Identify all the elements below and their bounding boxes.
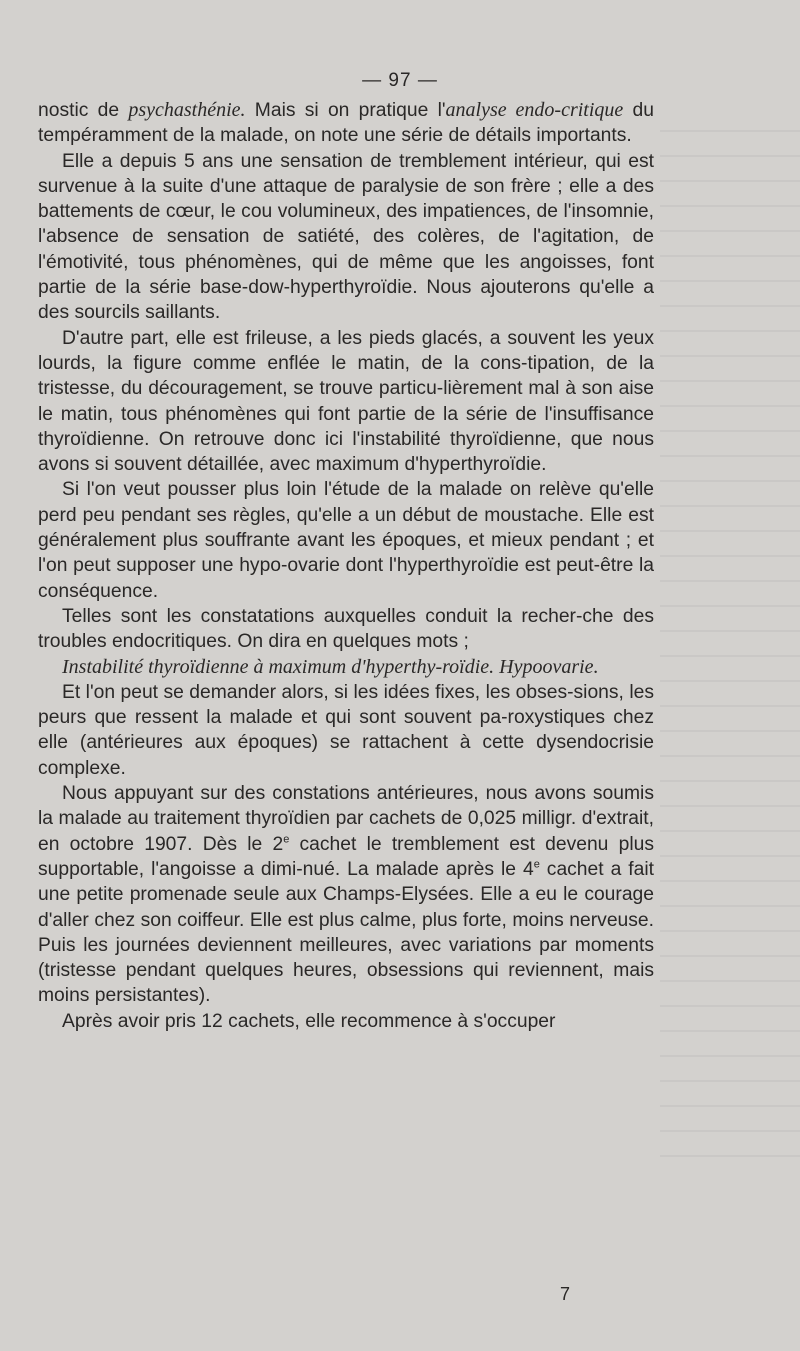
- paragraph-9: Après avoir pris 12 cachets, elle recommence à s'occuper: [62, 1010, 556, 1032]
- paragraph-1-part-a: nostic de: [38, 100, 129, 121]
- paragraph-8: [38, 781, 654, 1009]
- paragraph-2: Elle a depuis 5 ans une sensation de tremblement intérieur, qui est survenue à la suite d'une attaque de paralysie de son frère ; elle a des battements de cœur, le cou volumineux, des impatiences, de l'insomnie, l'absence de sensation de satiété, des colères, de l'agitation, de l'émotivité, tous phénomènes, qui de même que les angoisses, font partie de la série base-dow-hyperthyroïdie. Nous ajouterons qu'elle a des sourcils saillants.: [38, 150, 654, 324]
- page-number: — 97 —: [362, 70, 438, 91]
- paragraph-1-italic-analyse: analyse endo-critique: [445, 99, 624, 121]
- paragraph-8-superscript-1: e: [283, 833, 290, 846]
- body-text: [38, 98, 654, 1034]
- show-through-texture: [660, 130, 800, 1170]
- paragraph-8-superscript-2: e: [533, 858, 540, 871]
- paragraph-6-italic-diagnosis: Instabilité thyroïdienne à maximum d'hyperthy-roïdie. Hypoovarie.: [62, 655, 599, 678]
- paragraph-8-part-a: Nous appuyant sur des constations antérieures, nous avons soumis la malade au traitement thyroïdien par cachets de 0,025 milligr. d'extrait, en octobre 1907. Dès le 2: [38, 783, 654, 855]
- signature-mark: 7: [560, 1284, 571, 1304]
- paragraph-3: D'autre part, elle est frileuse, a les pieds glacés, a souvent les yeux lourds, la figure comme enflée le matin, de la cons-tipation, de la tristesse, du découragement, se trouve particu-lièrement mal à son aise le matin, tous phénomènes qui font partie de la série de l'insuffisance thyroïdienne. On retrouve donc ici l'instabilité thyroïdienne, que nous avons si souvent détaillée, avec maximum d'hyperthyroïdie.: [38, 327, 654, 476]
- paragraph-4: Si l'on veut pousser plus loin l'étude de la malade on relève qu'elle perd peu pendant ses règles, qu'elle a un début de moustache. Elle est généralement plus souffrante avant les époques, et mieux pendant ; et l'on peut supposer une hypo-ovarie dont l'hyperthyroïdie est peut-être la conséquence.: [38, 479, 654, 602]
- paragraph-8-part-c: cachet a fait une petite promenade seule aux Champs-Elysées. Elle a eu le courage d'aller chez son coiffeur. Elle est plus calme, plus forte, moins nerveuse. Puis les journées deviennent meilleures, avec variations par moments (tristesse pendant quelques heures, obsessions qui reviennent, mais moins persistantes).: [38, 858, 654, 1007]
- paragraph-1-part-c: Mais si on pratique l': [245, 100, 446, 121]
- paragraph-8-part-b: cachet le tremblement est devenu plus supportable, l'angoisse a dimi-nué. La malade après le 4: [38, 833, 655, 880]
- paragraph-5: Telles sont les constatations auxquelles conduit la recher-che des troubles endocritiques. On dira en quelques mots ;: [38, 605, 654, 653]
- paragraph-1-part-e: du tempéramment de la malade, on note une série de détails importants.: [38, 100, 655, 147]
- paragraph-1: [38, 98, 654, 149]
- paragraph-7: Et l'on peut se demander alors, si les idées fixes, les obses-sions, les peurs que ressent la malade et qui sont souvent pa-roxystiques chez elle (antérieures aux époques) se rattachent à cette dysendocrisie complexe.: [38, 681, 654, 779]
- paragraph-1-italic-psychasthenie: psychasthénie.: [128, 99, 246, 121]
